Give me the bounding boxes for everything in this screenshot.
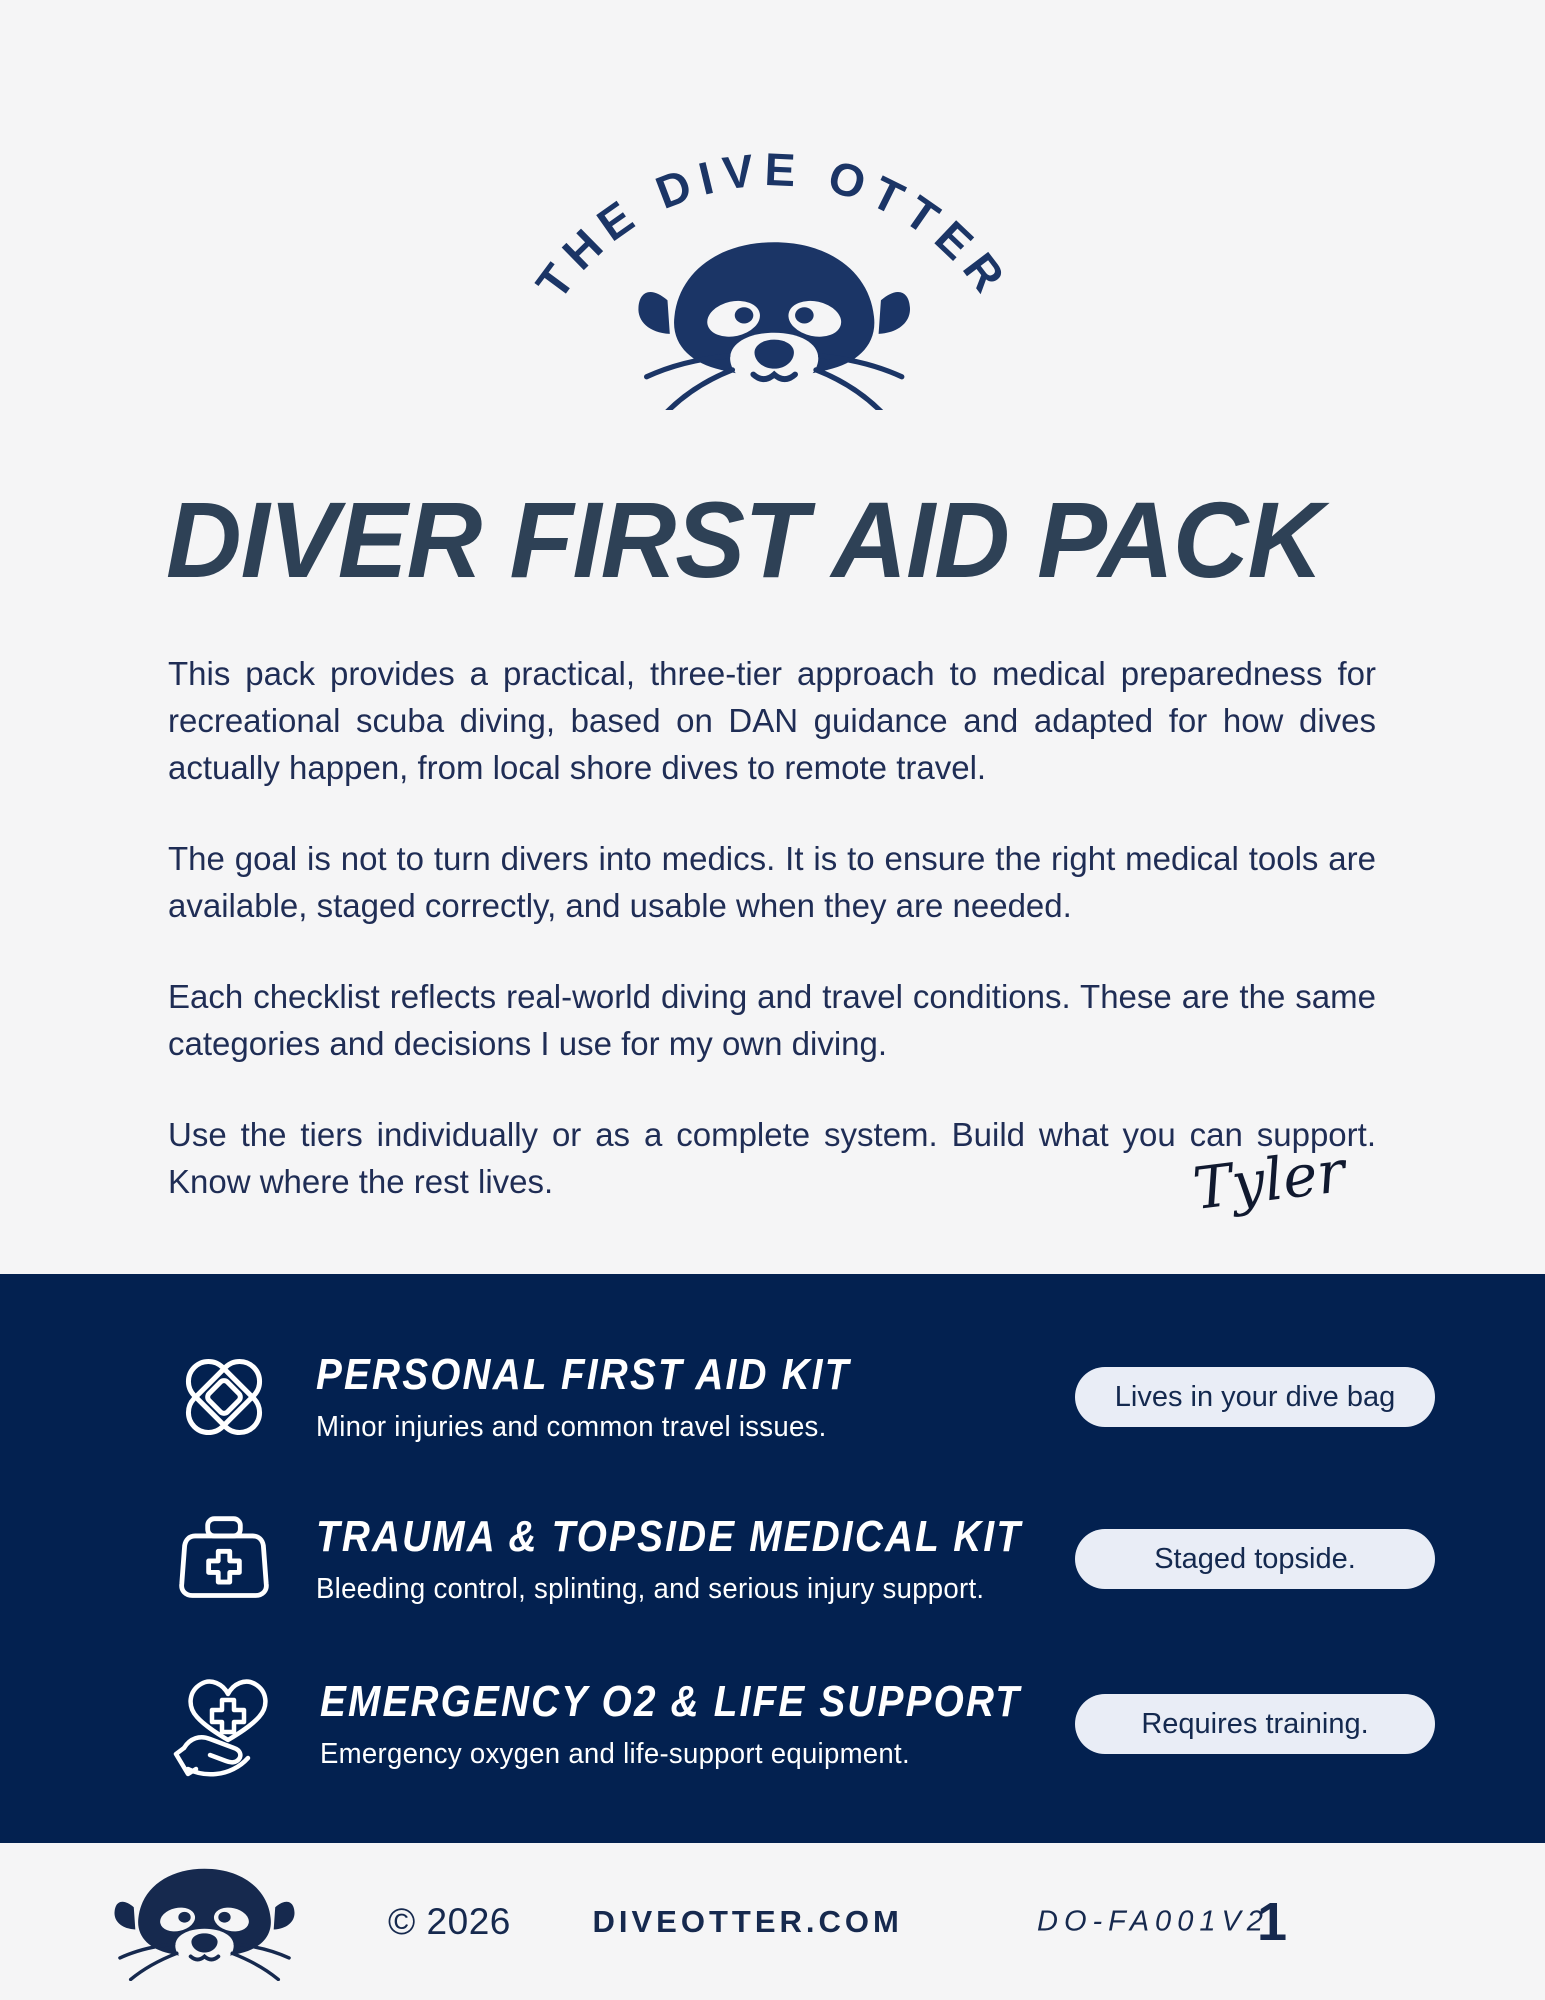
page-number: 1 bbox=[1256, 1891, 1287, 1952]
signature: Tyler bbox=[1189, 1136, 1349, 1224]
otter-face-icon bbox=[638, 242, 910, 410]
tier-badge: Staged topside. bbox=[1075, 1529, 1435, 1589]
footer-otter-icon bbox=[112, 1858, 297, 1986]
heart-hand-icon bbox=[170, 1668, 282, 1780]
tier-description: Emergency oxygen and life-support equipment. bbox=[320, 1738, 910, 1770]
footer bbox=[0, 1843, 1545, 2000]
intro-paragraph: Each checklist reflects real-world diving and travel conditions. These are the same categories and decisions I use for my own diving. bbox=[168, 978, 1376, 1062]
tier-row-trauma-kit bbox=[170, 1494, 1435, 1624]
tier-title: EMERGENCY O2 & LIFE SUPPORT bbox=[320, 1677, 1022, 1726]
tier-text bbox=[316, 1512, 1119, 1606]
doc-code-text: DO-FA001V2 bbox=[1037, 1905, 1269, 1937]
first-aid-case-icon bbox=[170, 1511, 278, 1607]
tier-description: Bleeding control, splinting, and serious injury support. bbox=[316, 1573, 985, 1605]
tier-row-emergency-o2 bbox=[170, 1659, 1435, 1789]
logo-arc-text: THE DIVE OTTER bbox=[525, 142, 1020, 309]
intro-paragraph: The goal is not to turn divers into medics. It is to ensure the right medical tools are available, staged correctly, and usable when they are needed. bbox=[168, 840, 1376, 924]
intro-paragraph: This pack provides a practical, three-tier approach to medical preparedness for recreational scuba diving, based on DAN guidance and adapted for how dives actually happen, from local shore dives to remote travel. bbox=[168, 655, 1376, 786]
tier-badge: Lives in your dive bag bbox=[1075, 1367, 1435, 1427]
bandage-icon bbox=[170, 1347, 278, 1447]
tier-badge: Requires training. bbox=[1075, 1694, 1435, 1754]
intro-paragraph: Use the tiers individually or as a complete system. Build what you can support. Know where the rest lives. bbox=[168, 1116, 1376, 1200]
website-text: DIVEOTTER.COM bbox=[592, 1903, 903, 1939]
tier-title: TRAUMA & TOPSIDE MEDICAL KIT bbox=[316, 1512, 1023, 1561]
brand-logo bbox=[453, 48, 1093, 410]
tier-description: Minor injuries and common travel issues. bbox=[316, 1411, 827, 1443]
dive-otter-logo-icon bbox=[453, 48, 1093, 410]
tier-title: PERSONAL FIRST AID KIT bbox=[316, 1350, 851, 1399]
tier-text bbox=[320, 1677, 1117, 1771]
tier-section bbox=[0, 1274, 1545, 1843]
tier-row-personal-kit bbox=[170, 1332, 1435, 1462]
copyright-text: © 2026 bbox=[388, 1900, 511, 1942]
page-title: DIVER FIRST AID PACK bbox=[166, 479, 1323, 600]
tier-text bbox=[316, 1350, 923, 1444]
